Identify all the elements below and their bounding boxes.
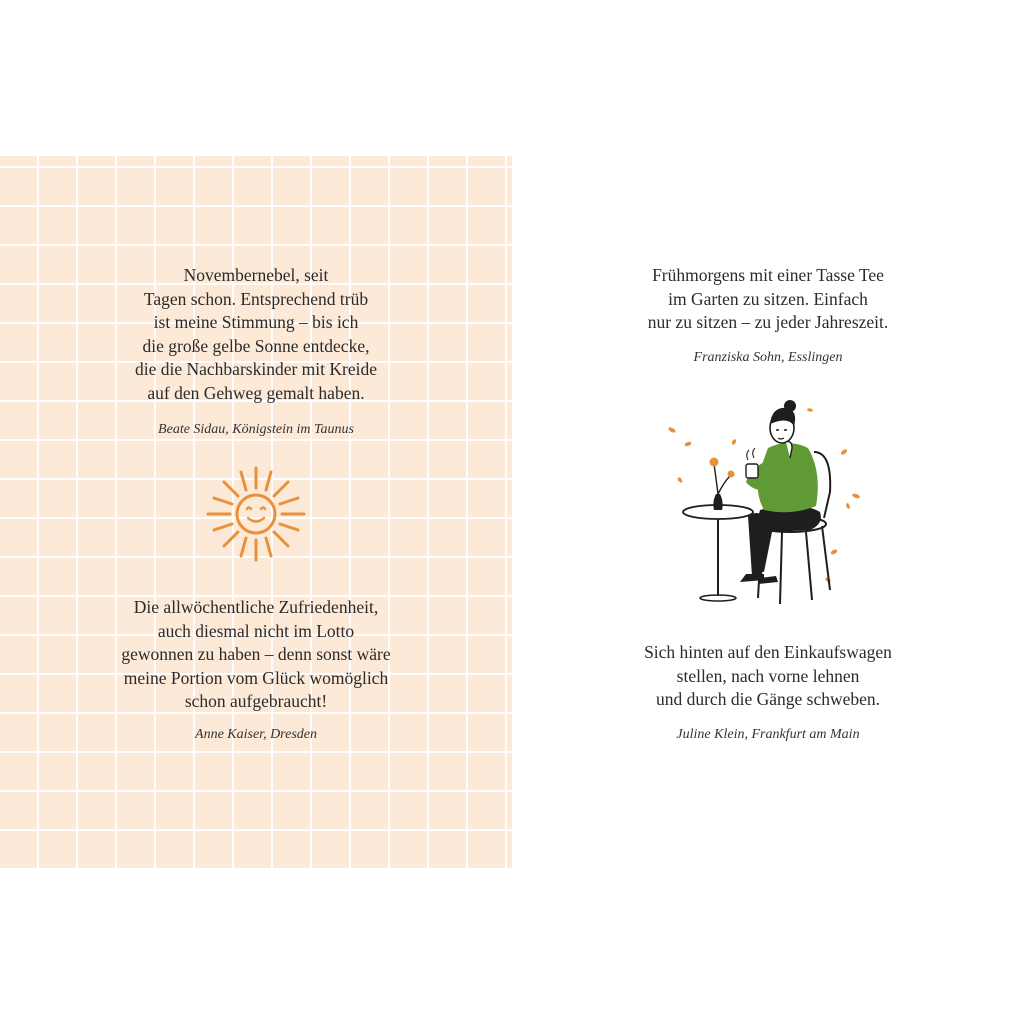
quote-line: die große gelbe Sonne entdecke, bbox=[142, 335, 370, 356]
quote-line: Novembernebel, seit bbox=[183, 265, 329, 285]
right-page bbox=[512, 156, 1024, 868]
quote-text bbox=[0, 264, 512, 405]
quote-line: auf den Gehweg gemalt haben. bbox=[147, 382, 365, 403]
quote-author: Juline Klein, Frankfurt am Main bbox=[676, 727, 860, 742]
quote-line: gewonnen zu haben – denn sonst wäre bbox=[121, 644, 391, 664]
quote-line: meine Portion vom Glück womöglich bbox=[123, 667, 389, 688]
quote-line: nur zu sitzen – zu jeder Jahreszeit. bbox=[647, 312, 889, 332]
quote-line: Tagen schon. Entsprechend trüb bbox=[143, 288, 369, 309]
quote-text bbox=[0, 596, 512, 714]
quote-line: und durch die Gänge schweben. bbox=[655, 689, 881, 709]
quote-text bbox=[512, 264, 1024, 335]
quote-author: Beate Sidau, Königstein im Taunus bbox=[158, 422, 354, 437]
quote-text bbox=[512, 641, 1024, 712]
quote-line: stellen, nach vorne lehnen bbox=[676, 665, 860, 686]
quote-line: schon aufgebraucht! bbox=[184, 691, 328, 711]
quote-line: Sich hinten auf den Einkaufswagen bbox=[644, 642, 892, 662]
woman-drinking-tea-icon bbox=[664, 384, 874, 614]
left-page bbox=[0, 156, 512, 868]
quote-author: Franziska Sohn, Esslingen bbox=[693, 350, 843, 365]
quote-line: Die allwöchentliche Zufriedenheit, bbox=[133, 597, 379, 617]
quote-line: ist meine Stimmung – bis ich bbox=[153, 312, 359, 332]
quote-line: Frühmorgens mit einer Tasse Tee bbox=[652, 265, 884, 285]
smiling-sun-icon bbox=[200, 462, 312, 566]
quote-line: die die Nachbarskinder mit Kreide bbox=[135, 359, 377, 379]
quote-line: auch diesmal nicht im Lotto bbox=[157, 620, 355, 641]
quote-author: Anne Kaiser, Dresden bbox=[195, 727, 317, 742]
quote-line: im Garten zu sitzen. Einfach bbox=[668, 288, 868, 309]
